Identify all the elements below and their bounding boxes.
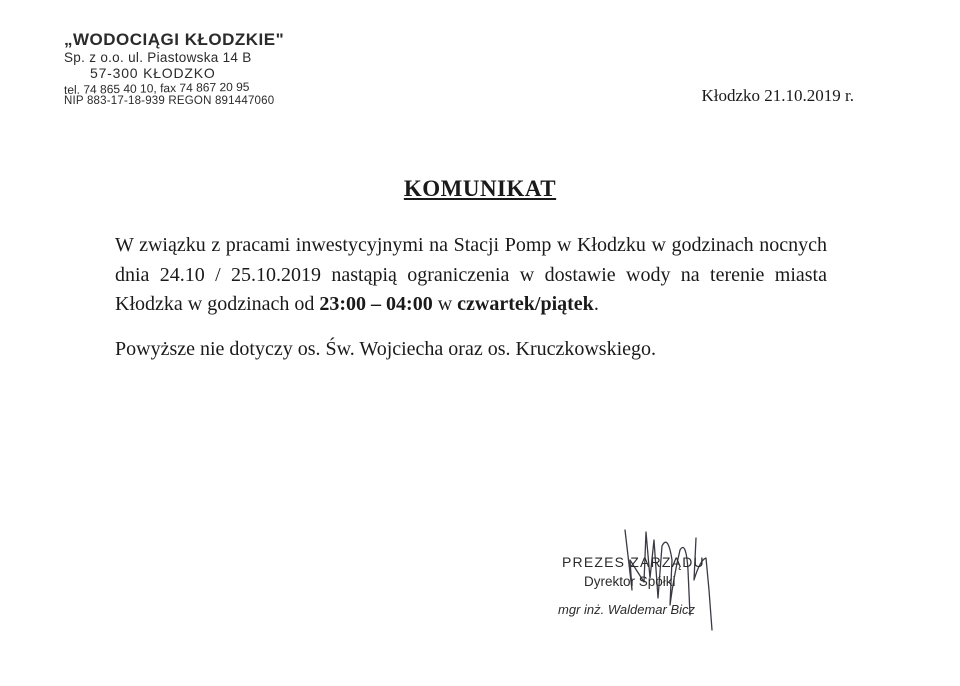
paragraph-text-c: . xyxy=(593,293,599,315)
stamp-city: 57-300 KŁODZKO xyxy=(90,65,216,81)
announcement-paragraph xyxy=(115,231,827,320)
stamp-nip-regon: NIP 883-17-18-939 REGON 891447060 xyxy=(64,95,275,107)
outage-hours: 23:00 – 04:00 xyxy=(319,293,433,315)
signatory-title: Dyrektor Spółki xyxy=(584,574,676,589)
exception-paragraph: Powyższe nie dotyczy os. Św. Wojciecha oraz os. Kruczkowskiego. xyxy=(115,337,657,360)
signatory-name: mgr inż. Waldemar Bicz xyxy=(558,602,696,617)
stamp-phone: tel. 74 865 40 10, fax 74 867 20 95 xyxy=(64,79,250,97)
stamp-address: Sp. z o.o. ul. Piastowska 14 B xyxy=(64,50,252,65)
outage-days: czwartek/piątek xyxy=(457,293,594,315)
document-body xyxy=(115,231,827,364)
document-title: KOMUNIKAT xyxy=(403,176,557,201)
company-stamp xyxy=(60,30,290,107)
stamp-company-name: „WODOCIĄGI KŁODZKIE" xyxy=(64,30,285,49)
signatory-role: PREZES ZARZĄDU xyxy=(562,554,705,570)
paragraph-text-b: w xyxy=(432,293,458,315)
paragraph-text-a: W związku z pracami inwestycyjnymi na Stacji Pomp w Kłodzku w godzinach nocnych dnia 24.10 / 25.10.2019 nastąpią ograniczenia w dostawie wody na terenie miasta Kłodzka w godzinach od xyxy=(115,234,827,315)
document-date: Kłodzko 21.10.2019 r. xyxy=(701,86,854,105)
